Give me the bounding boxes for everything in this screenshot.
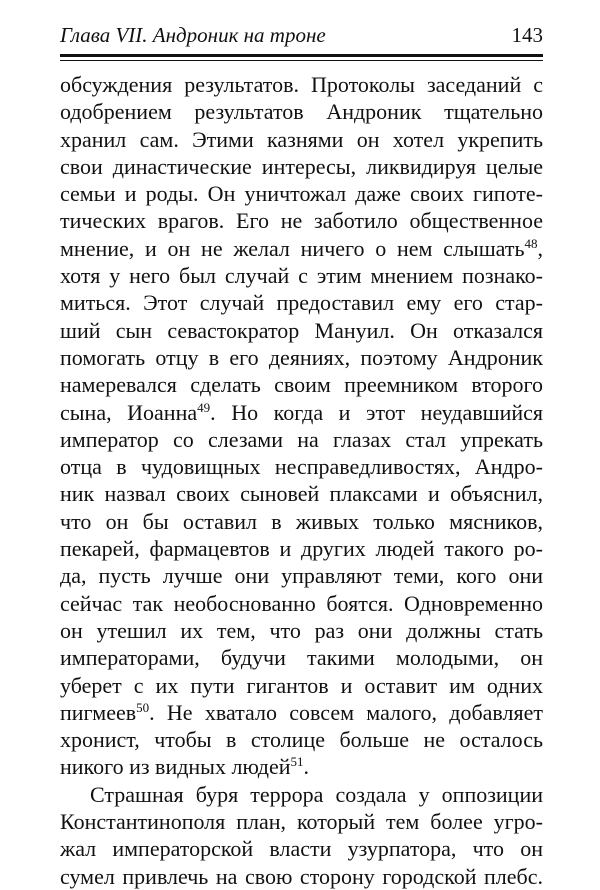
line-text: сумел привлечь на свою сторону городской плебс.	[60, 863, 543, 889]
text-line	[60, 289, 543, 316]
text-line	[60, 180, 543, 207]
line-text: пекарей, фармацевтов и других людей такого ро-	[60, 536, 543, 562]
body-text	[60, 71, 543, 890]
line-text: ший сын севастократор Мануил. Он отказался	[60, 317, 543, 343]
line-text: Константинополя план, который тем более угро-	[60, 809, 543, 835]
text-line	[60, 98, 543, 125]
text-line	[60, 426, 543, 453]
line-text: свои династические интересы, ликвидируя целые	[60, 153, 543, 179]
text-line	[60, 726, 543, 753]
text-line	[60, 863, 543, 890]
line-text: пигмеев	[60, 699, 137, 725]
line-text: императорами, будучи такими молодыми, он	[60, 645, 543, 671]
text-line	[60, 480, 543, 507]
book-page	[60, 22, 543, 890]
footnote-ref: 51	[290, 754, 304, 770]
line-text: мнение, и он не желал ничего о нем слышать	[60, 235, 525, 261]
text-line	[60, 562, 543, 589]
line-text: Страшная буря террора создала у оппозиции	[90, 781, 543, 807]
text-line	[60, 71, 543, 98]
text-line	[60, 399, 543, 426]
line-text: хронист, чтобы в столице больше не осталось	[60, 727, 543, 753]
line-text: ,	[537, 235, 543, 261]
text-line	[60, 126, 543, 153]
line-text: сына, Иоанна	[60, 399, 198, 425]
line-text: да, пусть лучше они управляют теми, кого они	[60, 563, 543, 589]
text-line	[60, 344, 543, 371]
line-text: одобрением результатов Андроник тщательно	[60, 99, 543, 125]
text-line	[60, 453, 543, 480]
line-text: что он бы оставил в живых только мясников,	[60, 508, 543, 534]
text-line	[60, 508, 543, 535]
line-text: . Не хватало совсем малого, добавляет	[149, 699, 543, 725]
text-line	[60, 808, 543, 835]
running-header	[60, 22, 543, 50]
text-line	[60, 617, 543, 644]
text-line	[60, 317, 543, 344]
line-text: намеревался сделать своим преемником второго	[60, 372, 543, 398]
line-text: семьи и роды. Он уничтожал даже своих гипоте-	[60, 181, 543, 207]
chapter-title: Глава VII. Андроник на троне	[60, 23, 326, 47]
line-text: сейчас так необоснованно боятся. Одновременно	[60, 590, 543, 616]
line-text: ник назвал своих сыновей плаксами и объяснил,	[60, 481, 543, 507]
text-line	[60, 371, 543, 398]
line-text: миться. Этот случай предоставил ему его стар-	[60, 290, 543, 316]
text-line	[60, 753, 543, 780]
footnote-ref: 48	[524, 235, 538, 251]
text-line	[60, 644, 543, 671]
line-text: уберет с их пути гигантов и оставит им одних	[60, 672, 543, 698]
paragraph	[60, 781, 543, 890]
text-line	[60, 235, 543, 262]
text-line	[60, 672, 543, 699]
header-rule-thick	[60, 54, 543, 57]
line-text: император со слезами на глазах стал упрекать	[60, 426, 543, 452]
line-text: никого из видных людей	[60, 754, 291, 780]
line-text: . Но когда и этот неудавшийся	[210, 399, 543, 425]
text-line	[60, 590, 543, 617]
line-text: помогать отцу в его деяниях, поэтому Андроник	[60, 344, 543, 370]
line-text: обсуждения результатов. Протоколы заседаний с	[60, 72, 543, 97]
paragraph	[60, 71, 543, 781]
line-text: он утешил их тем, что раз они должны стать	[60, 617, 543, 643]
text-line	[60, 781, 543, 808]
line-text: .	[303, 754, 309, 780]
line-text: тических врагов. Его не заботило общественное	[60, 208, 543, 234]
line-text: отца в чудовищных несправедливостях, Андро-	[60, 454, 543, 480]
line-text: жал императорской власти узурпатора, что он	[60, 836, 543, 862]
text-line	[60, 535, 543, 562]
text-line	[60, 207, 543, 234]
line-text: хотя у него был случай с этим мнением познако-	[60, 263, 543, 289]
line-text: хранил сам. Этими казнями он хотел укрепить	[60, 126, 543, 152]
text-line	[60, 153, 543, 180]
text-line	[60, 262, 543, 289]
footnote-ref: 49	[197, 399, 211, 415]
page-number: 143	[511, 23, 543, 47]
text-line	[60, 835, 543, 862]
text-line	[60, 699, 543, 726]
header-rule-thin	[60, 60, 543, 61]
footnote-ref: 50	[136, 699, 150, 715]
